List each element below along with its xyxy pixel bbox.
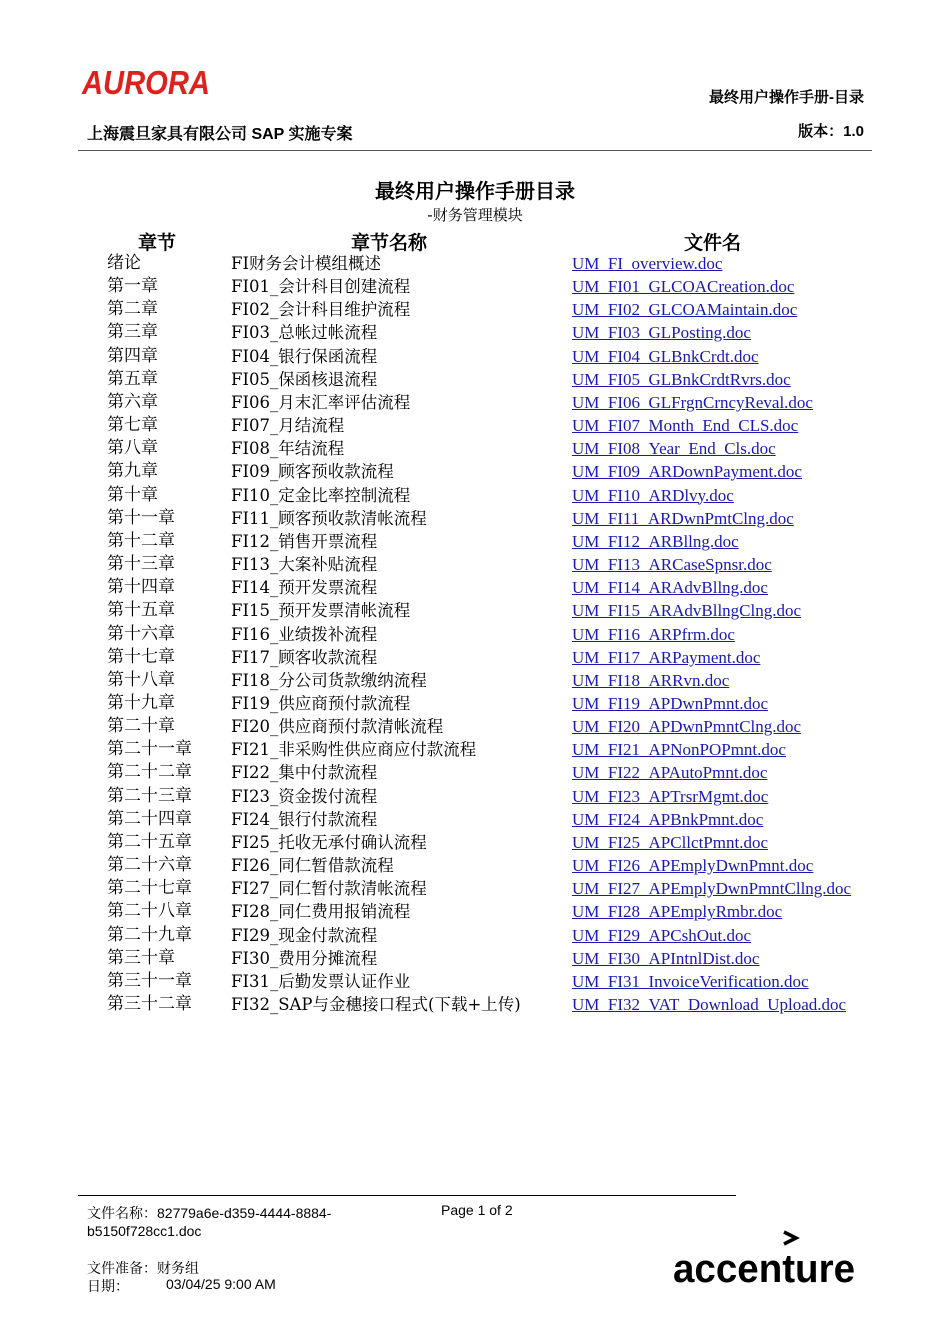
file-link[interactable]: UM_FI25_APCllctPmnt.doc [572, 832, 768, 852]
chapter-cell: 第十一章 [107, 507, 175, 528]
chapter-cell: 第二十四章 [107, 808, 192, 829]
chapter-name-cell: FI10_定金比率控制流程 [231, 485, 411, 505]
chapter-name-cell: FI29_现金付款流程 [231, 925, 378, 945]
chapter-name-cell: FI03_总帐过帐流程 [231, 323, 378, 343]
chapter-cell: 第八章 [107, 438, 158, 459]
table-row [0, 877, 950, 900]
file-link[interactable]: UM_FI24_APBnkPmnt.doc [572, 809, 764, 829]
column-header-name: 章节名称 [351, 232, 428, 254]
file-link[interactable]: UM_FI01_GLCOACreation.doc [572, 277, 795, 297]
chapter-cell: 第十二章 [107, 530, 175, 551]
doc-label: 最终用户操作手册-目录 [709, 89, 864, 106]
file-link[interactable]: UM_FI05_GLBnkCrdtRvrs.doc [572, 369, 791, 389]
chapter-name-cell: FI31_后勤发票认证作业 [231, 971, 411, 991]
chapter-cell: 第三十二章 [107, 994, 192, 1014]
file-link[interactable]: UM_FI03_GLPosting.doc [572, 323, 751, 343]
file-link[interactable]: UM_FI07_Month_End_CLS.doc [572, 416, 799, 436]
file-link[interactable]: UM_FI27_APEmplyDwnPmntCllng.doc [572, 879, 852, 899]
company-name: 上海震旦家具有限公司 SAP 实施专案 [87, 126, 353, 143]
chapter-name-cell: FI14_预开发票流程 [231, 578, 378, 598]
chapter-name-cell: FI01_会计科目创建流程 [231, 277, 411, 297]
chapter-cell: 第十八章 [107, 669, 175, 690]
chapter-cell: 第十九章 [107, 692, 175, 713]
chapter-cell: 第七章 [107, 415, 158, 436]
file-link[interactable]: UM_FI_overview.doc [572, 254, 723, 273]
table-row [0, 460, 950, 483]
file-link[interactable]: UM_FI18_ARRvn.doc [572, 670, 730, 690]
chapter-cell: 第二十五章 [107, 831, 192, 852]
toc-table [0, 252, 950, 1016]
table-row [0, 507, 950, 530]
aurora-logo [81, 64, 212, 101]
table-row [0, 368, 950, 391]
chapter-name-cell: FI15_预开发票清帐流程 [231, 601, 411, 621]
file-link[interactable]: UM_FI22_APAutoPmnt.doc [572, 763, 768, 783]
version-label: 版本：1.0 [798, 123, 864, 140]
table-row [0, 391, 950, 414]
chapter-cell: 第三章 [107, 322, 158, 343]
chapter-name-cell: FI05_保函核退流程 [231, 369, 378, 389]
chapter-name-cell: FI02_会计科目维护流程 [231, 300, 411, 320]
table-row [0, 252, 950, 275]
file-link[interactable]: UM_FI29_APCshOut.doc [572, 925, 751, 945]
chapter-cell: 第二十七章 [107, 878, 192, 899]
table-row [0, 623, 950, 646]
chapter-name-cell: FI财务会计模组概述 [231, 254, 381, 273]
chapter-cell: 第九章 [107, 461, 158, 482]
table-row [0, 947, 950, 970]
table-row [0, 715, 950, 738]
chapter-name-cell: FI30_费用分摊流程 [231, 948, 378, 968]
table-row [0, 970, 950, 993]
table-row [0, 808, 950, 831]
table-row [0, 993, 950, 1016]
chapter-cell: 第十五章 [107, 600, 175, 621]
table-row [0, 576, 950, 599]
file-link[interactable]: UM_FI11_ARDwnPmtClng.doc [572, 508, 794, 528]
chapter-cell: 第一章 [107, 276, 158, 297]
chapter-cell: 第五章 [107, 368, 158, 389]
file-link[interactable]: UM_FI02_GLCOAMaintain.doc [572, 300, 798, 320]
footer-date-value: 03/04/25 9:00 AM [166, 1276, 276, 1292]
table-row [0, 321, 950, 344]
table-row [0, 553, 950, 576]
chapter-name-cell: FI26_同仁暂借款流程 [231, 856, 394, 876]
footer-file-name: 文件名称：82779a6e-d359-4444-8884-b5150f728cc1.doc [87, 1205, 332, 1239]
file-link[interactable]: UM_FI17_ARPayment.doc [572, 647, 761, 667]
chapter-cell: 第十六章 [107, 623, 175, 644]
file-link[interactable]: UM_FI10_ARDlvy.doc [572, 485, 734, 505]
table-row [0, 900, 950, 923]
chapter-name-cell: FI27_同仁暂付款清帐流程 [231, 879, 427, 899]
file-link[interactable]: UM_FI08_Year_End_Cls.doc [572, 439, 776, 459]
accenture-logo [672, 1230, 858, 1290]
table-row [0, 414, 950, 437]
table-row [0, 692, 950, 715]
chapter-name-cell: FI04_银行保函流程 [231, 346, 378, 366]
chapter-cell: 第二章 [107, 299, 158, 320]
file-link[interactable]: UM_FI26_APEmplyDwnPmnt.doc [572, 856, 814, 876]
chapter-name-cell: FI08_年结流程 [231, 439, 345, 459]
accenture-logo-text: accenture [673, 1247, 855, 1291]
chapter-cell: 第二十二章 [107, 762, 192, 783]
table-row [0, 924, 950, 947]
file-link[interactable]: UM_FI06_GLFrgnCrncyReval.doc [572, 392, 813, 412]
page-subtitle: -财务管理模块 [427, 206, 523, 224]
table-row [0, 345, 950, 368]
file-link[interactable]: UM_FI16_ARPfrm.doc [572, 624, 735, 644]
accenture-chevron-icon [784, 1232, 796, 1244]
chapter-cell: 第二十章 [107, 716, 175, 737]
header-divider [78, 150, 872, 151]
chapter-cell: 第二十九章 [107, 924, 192, 945]
table-row [0, 599, 950, 622]
chapter-name-cell: FI18_分公司货款缴纳流程 [231, 670, 427, 690]
chapter-cell: 第三十章 [107, 947, 175, 968]
file-link[interactable]: UM_FI14_ARAdvBllng.doc [572, 578, 768, 598]
chapter-name-cell: FI06_月末汇率评估流程 [231, 392, 411, 412]
chapter-cell: 第二十一章 [107, 739, 192, 760]
file-link[interactable]: UM_FI04_GLBnkCrdt.doc [572, 346, 759, 366]
table-row [0, 831, 950, 854]
file-link[interactable]: UM_FI31_InvoiceVerification.doc [572, 971, 809, 991]
chapter-name-cell: FI11_顾客预收款清帐流程 [231, 508, 427, 528]
chapter-cell: 第二十六章 [107, 855, 192, 876]
footer-divider [78, 1195, 736, 1196]
chapter-cell: 第十七章 [107, 646, 175, 667]
file-link[interactable]: UM_FI13_ARCaseSpnsr.doc [572, 555, 772, 575]
table-row [0, 275, 950, 298]
column-header-file: 文件名 [684, 232, 742, 254]
chapter-name-cell: FI09_顾客预收款流程 [231, 462, 394, 482]
chapter-name-cell: FI28_同仁费用报销流程 [231, 902, 411, 922]
chapter-name-cell: FI16_业绩拨补流程 [231, 624, 378, 644]
chapter-cell: 第三十一章 [107, 970, 192, 991]
chapter-cell: 第十三章 [107, 554, 175, 575]
chapter-cell: 第十四章 [107, 577, 175, 598]
chapter-cell: 第六章 [107, 391, 158, 412]
chapter-name-cell: FI19_供应商预付款流程 [231, 693, 411, 713]
table-row [0, 785, 950, 808]
chapter-name-cell: FI17_顾客收款流程 [231, 647, 378, 667]
file-link[interactable]: UM_FI15_ARAdvBllngClng.doc [572, 601, 802, 621]
table-row [0, 530, 950, 553]
file-link[interactable]: UM_FI28_APEmplyRmbr.doc [572, 902, 783, 922]
table-row [0, 437, 950, 460]
table-row [0, 761, 950, 784]
file-link[interactable]: UM_FI30_APIntnlDist.doc [572, 948, 760, 968]
chapter-name-cell: FI25_托收无承付确认流程 [231, 832, 427, 852]
footer-date-label: 日期： [87, 1278, 129, 1294]
chapter-cell: 第二十三章 [107, 785, 192, 806]
chapter-name-cell: FI13_大案补贴流程 [231, 555, 378, 575]
chapter-name-cell: FI24_银行付款流程 [231, 809, 378, 829]
column-header-chapter: 章节 [138, 232, 177, 254]
table-row [0, 669, 950, 692]
file-link[interactable]: UM_FI19_APDwnPmnt.doc [572, 693, 768, 713]
chapter-cell: 第二十八章 [107, 901, 192, 922]
file-link[interactable]: UM_FI32_VAT_Download_Upload.doc [572, 995, 847, 1014]
file-link[interactable]: UM_FI23_APTrsrMgmt.doc [572, 786, 769, 806]
chapter-name-cell: FI22_集中付款流程 [231, 763, 378, 783]
aurora-logo-text: AURORA [81, 64, 210, 101]
page-title: 最终用户操作手册目录 [375, 179, 575, 203]
table-row [0, 646, 950, 669]
table-row [0, 854, 950, 877]
table-row [0, 484, 950, 507]
file-link[interactable]: UM_FI20_APDwnPmntClng.doc [572, 717, 802, 737]
chapter-name-cell: FI12_销售开票流程 [231, 531, 378, 551]
chapter-name-cell: FI32_SAP与金穗接口程式(下载+上传) [231, 995, 521, 1014]
chapter-name-cell: FI21_非采购性供应商应付款流程 [231, 740, 477, 760]
chapter-cell: 第十章 [107, 484, 158, 505]
file-link[interactable]: UM_FI21_APNonPOPmnt.doc [572, 740, 786, 760]
chapter-name-cell: FI07_月结流程 [231, 416, 345, 436]
chapter-name-cell: FI23_资金拨付流程 [231, 786, 378, 806]
footer-prepared-by: 文件准备：财务组 [87, 1260, 199, 1276]
table-row [0, 298, 950, 321]
file-link[interactable]: UM_FI12_ARBllng.doc [572, 531, 739, 551]
chapter-name-cell: FI20_供应商预付款清帐流程 [231, 717, 444, 737]
chapter-cell: 第四章 [107, 345, 158, 366]
table-row [0, 738, 950, 761]
file-link[interactable]: UM_FI09_ARDownPayment.doc [572, 462, 802, 482]
footer-page-number: Page 1 of 2 [441, 1202, 513, 1218]
chapter-cell: 绪论 [107, 253, 141, 273]
